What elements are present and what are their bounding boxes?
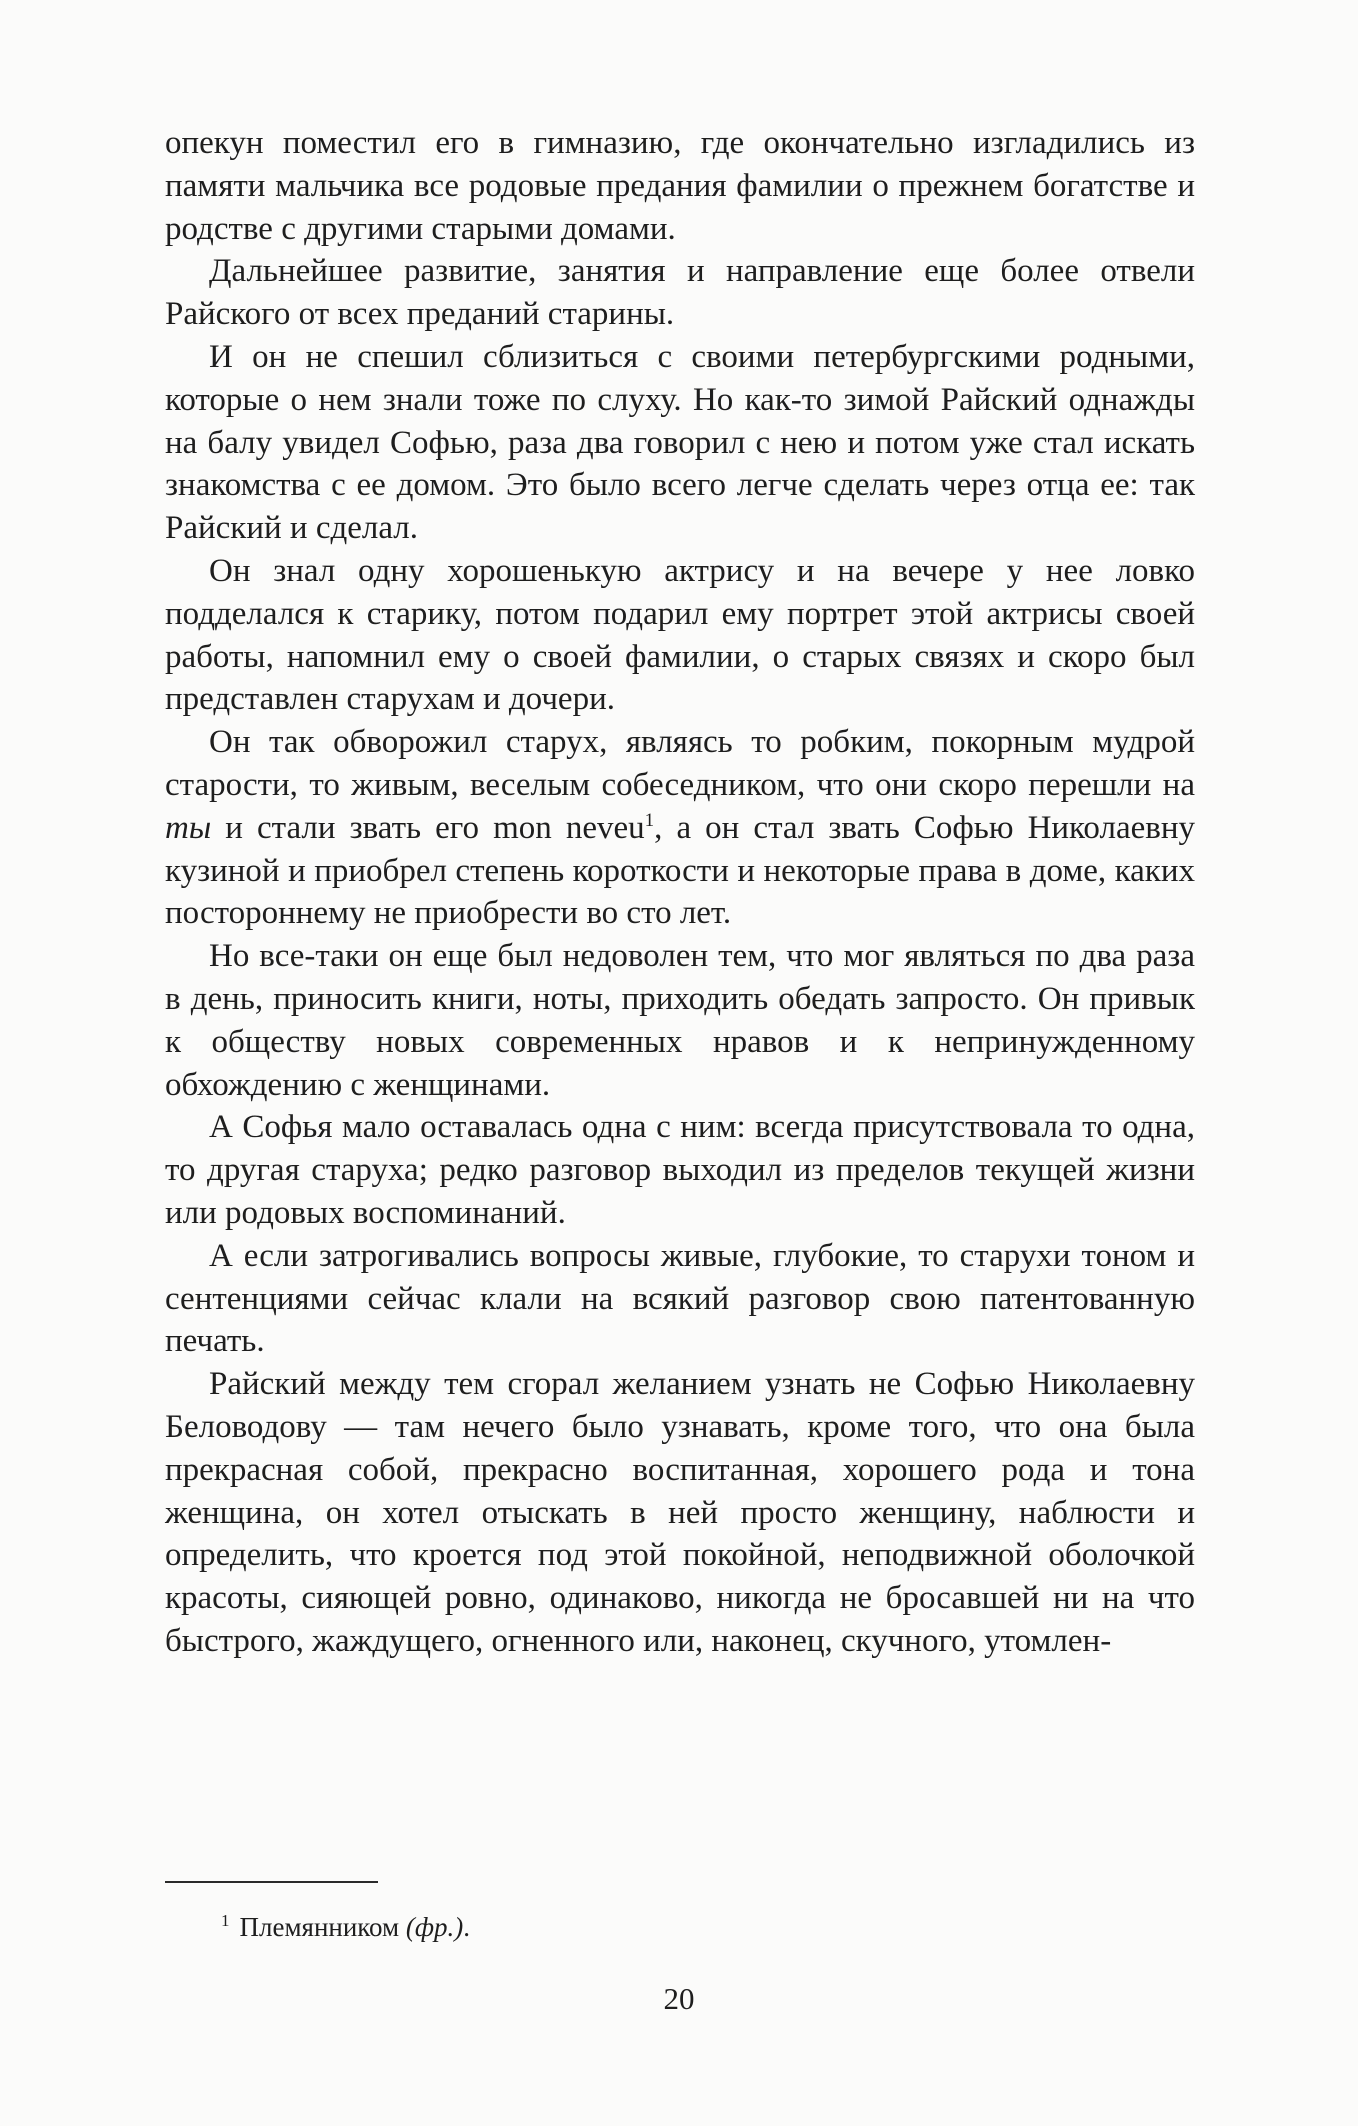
paragraph: А Софья мало оставалась одна с ним: всегда присутствовала то одна, то другая старуха; редко разговор выходил из пределов текущей жизни или родовых воспоминаний. bbox=[165, 1109, 1195, 1231]
paragraph: Райский между тем сгорал желанием узнать не Софью Николаевну Беловодову — там нечего было узнавать, кроме того, что она была прекрасная собой, прекрасно воспитанная, хорошего рода и тона женщина, он хотел отыскать в ней просто женщину, наблюсти и определить, что кроется под этой покойной, неподвижной оболочкой красоты, сияющей ровно, одинаково, никогда не бросавшей ни на что быстрого, жаждущего, огненного или, наконец, скучного, утомлен- bbox=[165, 1366, 1195, 1659]
paragraph-text: Он так обворожил старух, являясь то робким, покорным мудрой старости, то живым, веселым собеседником, что они скоро перешли на bbox=[165, 724, 1195, 803]
footnote-reference[interactable]: 1 bbox=[644, 809, 655, 831]
footnote-end: . bbox=[463, 1912, 471, 1942]
paragraph: Дальнейшее развитие, занятия и направление еще более отвели Райского от всех преданий старины. bbox=[165, 253, 1195, 333]
footnote-language-note: (фр.) bbox=[405, 1912, 464, 1942]
footnote-divider bbox=[165, 1881, 378, 1883]
italic-word: ты bbox=[165, 809, 212, 846]
paragraph: И он не спешил сблизиться с своими петербургскими родными, которые о нем знали тоже по слуху. Но как-то зимой Райский однажды на балу увидел Софью, раза два говорил с нею и потом уже стал искать знакомства с ее домом. Это было всего легче сделать через отца ее: так Райский и сделал. bbox=[165, 338, 1195, 547]
footnote-marker: 1 bbox=[221, 1911, 230, 1930]
footnote bbox=[221, 1909, 1121, 1945]
page-number: 20 bbox=[663, 1981, 695, 2016]
paragraph bbox=[165, 721, 1195, 935]
paragraph: Он знал одну хорошенькую актрису и на вечере у нее ловко подделался к старику, потом подарил ему портрет этой актрисы своей работы, напомнил ему о своей фамилии, о старых связях и скоро был представлен старухам и дочери. bbox=[165, 552, 1195, 718]
paragraph-text: , а он стал звать Софью Николаевну кузиной и приобрел степень короткости и некоторые права в доме, каких постороннему не приобрести во сто лет. bbox=[165, 809, 1195, 932]
body-text bbox=[165, 122, 1195, 1663]
paragraph-text: и стали звать его mon neveu bbox=[211, 809, 645, 846]
paragraph: опекун поместил его в гимназию, где окончательно изгладились из памяти мальчика все родовые предания фамилии о прежнем богатстве и родстве с другими старыми домами. bbox=[165, 125, 1195, 247]
paragraph: Но все-таки он еще был недоволен тем, что мог являться по два раза в день, приносить книги, ноты, приходить обедать запросто. Он привык к обществу новых современных нравов и к непринужденному обхождению с женщинами. bbox=[165, 938, 1195, 1103]
paragraph: А если затрогивались вопросы живые, глубокие, то старухи тоном и сентенциями сейчас клали на всякий разговор свою патентованную печать. bbox=[165, 1237, 1195, 1360]
footnote-text: Племянником bbox=[239, 1912, 400, 1942]
